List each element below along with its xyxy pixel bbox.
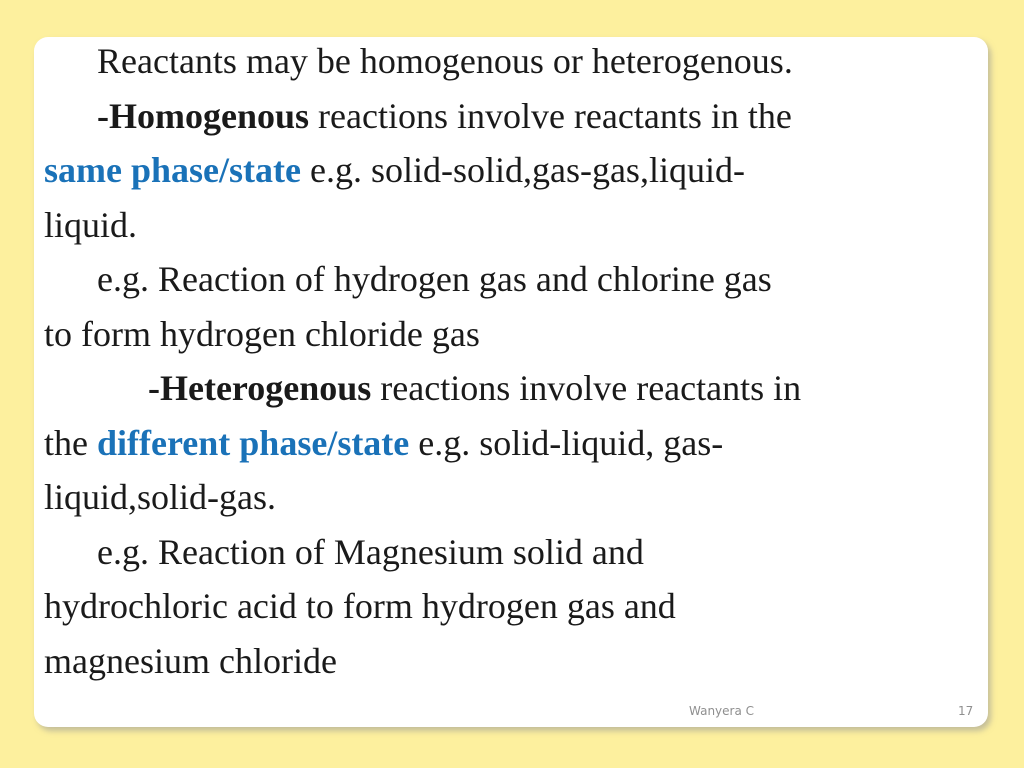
example2-cont-text: hydrochloric acid to form hydrogen gas and xyxy=(44,586,676,626)
example2-end-text: magnesium chloride xyxy=(44,640,337,681)
different-phase-prefix: the xyxy=(44,422,97,463)
example1-line xyxy=(44,252,984,307)
page-number: 17 xyxy=(958,704,974,718)
example2-end-line xyxy=(44,634,984,689)
example1-cont-text: to form hydrogen chloride gas xyxy=(44,313,480,354)
example1-text: e.g. Reaction of hydrogen gas and chlorine gas xyxy=(97,259,772,299)
example1-cont-line xyxy=(44,307,984,362)
example2-text: e.g. Reaction of Magnesium solid and xyxy=(97,531,644,572)
intro-line xyxy=(44,34,984,89)
same-phase-line xyxy=(44,143,984,198)
homogenous-term: -Homogenous xyxy=(97,95,310,136)
different-phase-text: e.g. solid-liquid, gas- xyxy=(409,422,724,463)
liquid-solid-gas-line xyxy=(44,470,984,525)
footer-author: Wanyera C xyxy=(689,704,755,718)
same-phase-term: same phase/state xyxy=(44,150,301,190)
heterogenous-line xyxy=(44,361,984,416)
liquid-text: liquid. xyxy=(44,204,138,245)
intro-text: Reactants may be homogenous or heterogenous. xyxy=(97,41,793,81)
heterogenous-text: reactions involve reactants in xyxy=(371,368,802,408)
heterogenous-term: -Heterogenous xyxy=(148,368,372,408)
different-phase-line xyxy=(44,416,984,471)
homogenous-text: reactions involve reactants in the xyxy=(309,95,792,136)
example2-line xyxy=(44,525,984,580)
homogenous-line xyxy=(44,89,984,144)
liquid-solid-gas-text: liquid,solid-gas. xyxy=(44,477,276,517)
example2-cont-line xyxy=(44,579,984,634)
liquid-line xyxy=(44,198,984,253)
same-phase-text: e.g. solid-solid,gas-gas,liquid- xyxy=(300,150,745,190)
different-phase-term: different phase/state xyxy=(96,422,410,463)
slide-body xyxy=(44,34,984,688)
